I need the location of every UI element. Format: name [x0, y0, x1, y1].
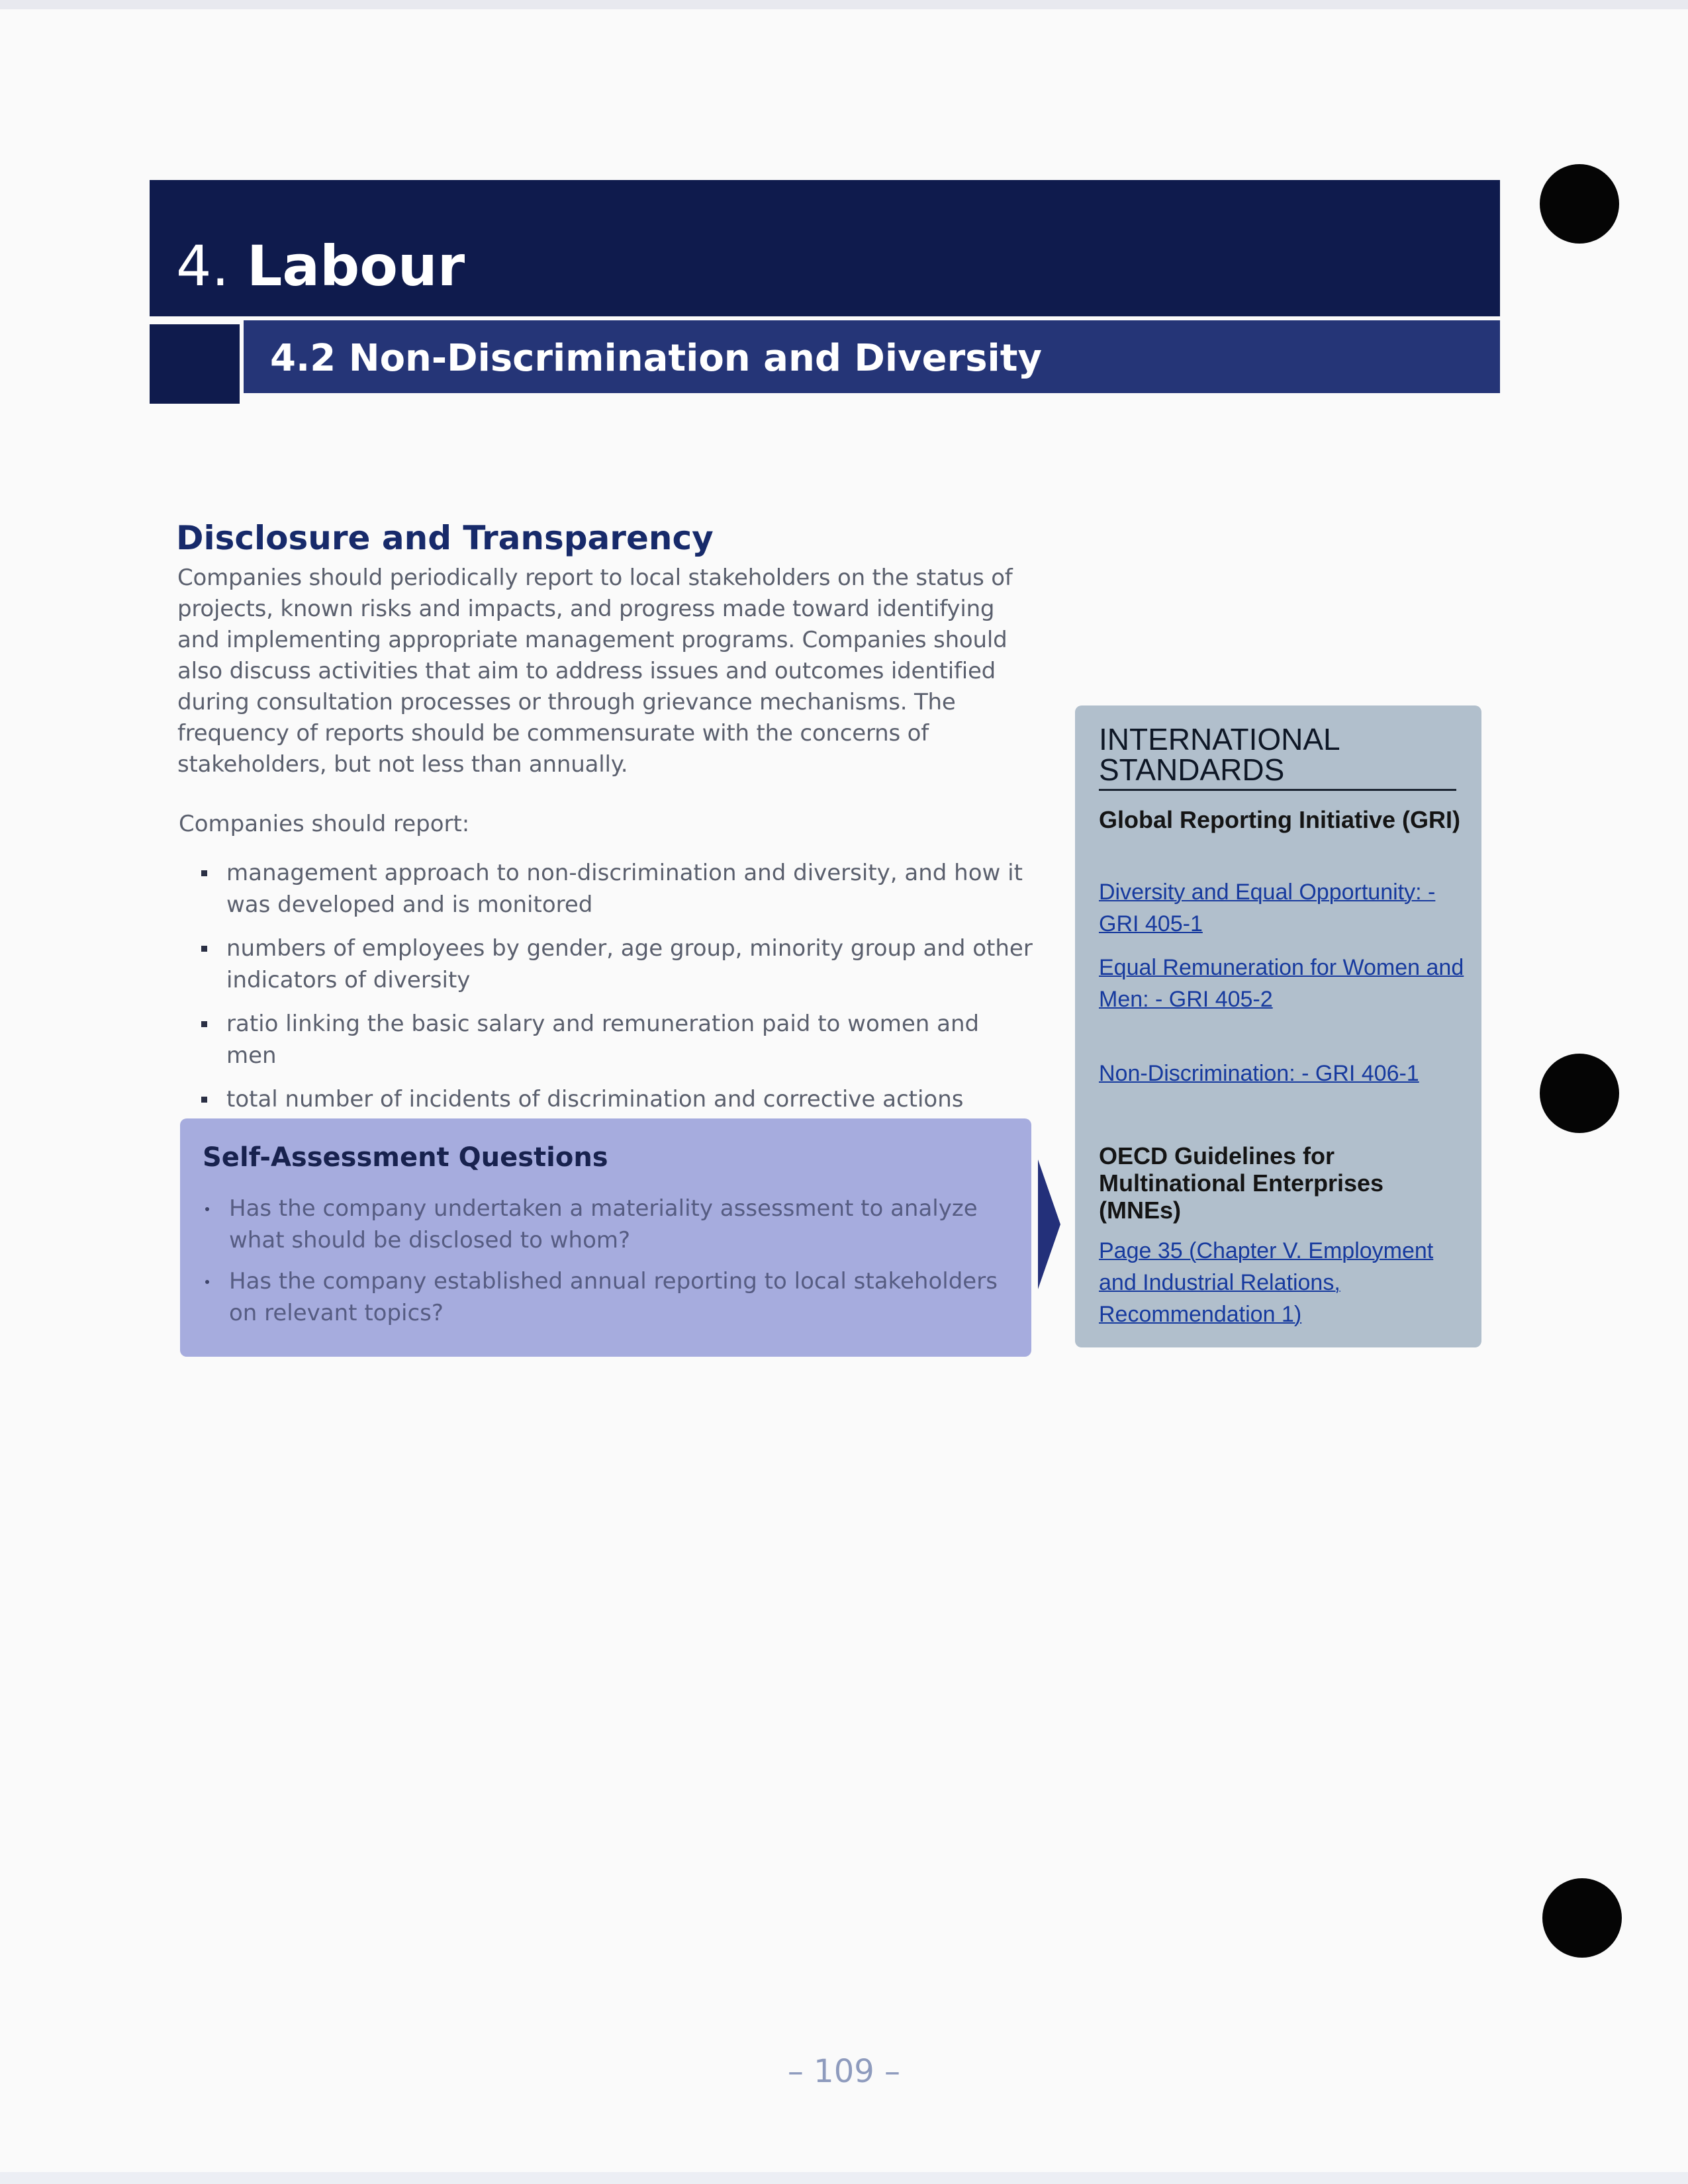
disclosure-paragraph: Companies should periodically report to local stakeholders on the status of projects, known risks and impacts, and progress made toward identifying and implementing appropriate management programs. Companies should also discuss activities that aim to address issues and outcomes identified during consultation processes or through grievance mechanisms. The frequency of reports should be commensurate with the concerns of stakeholders, but not less than annually.	[177, 565, 1013, 778]
scan-edge-bottom	[0, 2172, 1688, 2184]
bullet-square-icon	[201, 870, 207, 876]
bullet-square-icon	[201, 946, 207, 952]
report-bullet-list	[199, 857, 1033, 1159]
list-item	[199, 933, 1033, 996]
bullet-square-icon	[201, 1097, 207, 1103]
report-intro: Companies should report:	[179, 811, 470, 837]
bullet-text: total number of incidents of discrimination and corrective actions	[226, 1086, 964, 1113]
question-text: Has the company undertaken a materiality assessment to analyze what should be disclosed to whom?	[229, 1195, 978, 1253]
link-gri-405-2[interactable]: Equal Remuneration for Women and Men: - GRI 405-2	[1099, 955, 1464, 1012]
bullet-dot-icon	[205, 1280, 209, 1284]
punch-hole	[1540, 1054, 1619, 1133]
bullet-text: numbers of employees by gender, age group, minority group and other indicators of diversity	[226, 935, 1033, 993]
gri-heading: Global Reporting Initiative (GRI)	[1099, 806, 1461, 833]
scan-edge-top	[0, 0, 1688, 9]
self-assessment-title: Self-Assessment Questions	[203, 1142, 608, 1173]
chapter-title	[176, 233, 465, 299]
list-item	[199, 857, 1033, 921]
punch-hole	[1540, 164, 1619, 244]
chapter-header-band	[150, 180, 1500, 316]
bullet-dot-icon	[205, 1207, 209, 1211]
question-text: Has the company established annual reporting to local stakeholders on relevant topics?	[229, 1268, 998, 1326]
disclosure-heading: Disclosure and Transparency	[176, 519, 714, 557]
list-item	[203, 1193, 1010, 1256]
list-item	[199, 1008, 1033, 1071]
link-oecd-chapter-v[interactable]: Page 35 (Chapter V. Employment and Industrial Relations, Recommendation 1)	[1099, 1238, 1434, 1327]
bullet-text: ratio linking the basic salary and remuneration paid to women and men	[226, 1011, 980, 1069]
link-gri-406-1[interactable]: Non-Discrimination: - GRI 406-1	[1099, 1061, 1419, 1086]
punch-hole	[1542, 1878, 1622, 1958]
bullet-text: management approach to non-discrimination and diversity, and how it was developed and is monitored	[226, 860, 1023, 918]
chapter-name: Labour	[246, 234, 465, 298]
chapter-number: 4.	[176, 234, 230, 298]
self-assessment-box	[180, 1118, 1031, 1357]
oecd-heading: OECD Guidelines for Multinational Enterprises (MNEs)	[1099, 1142, 1384, 1224]
page-number: – 109 –	[787, 2053, 901, 2090]
self-assessment-questions	[203, 1193, 1010, 1338]
section-header-band	[244, 320, 1500, 393]
list-item	[203, 1265, 1010, 1329]
section-title: 4.2 Non-Discrimination and Diversity	[270, 337, 1042, 380]
section-header-marker	[150, 324, 240, 404]
pointer-arrow-icon	[1038, 1160, 1060, 1289]
link-gri-405-1[interactable]: Diversity and Equal Opportunity: - GRI 405-1	[1099, 880, 1436, 936]
bullet-square-icon	[201, 1021, 207, 1027]
international-standards-box	[1075, 705, 1481, 1347]
standards-title: INTERNATIONAL STANDARDS	[1099, 724, 1456, 791]
